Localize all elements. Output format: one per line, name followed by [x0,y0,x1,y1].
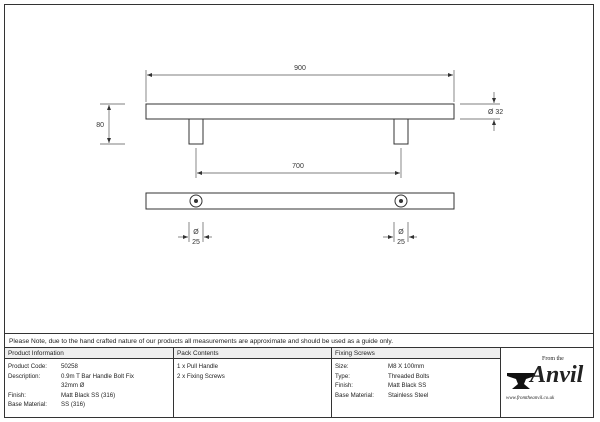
spec-label: Description: [8,372,41,380]
dim-centres: 700 [292,163,304,170]
dim-leg-left-symbol: Ø [193,229,199,236]
pack-contents-section [174,348,331,418]
spec-value: 32mm Ø [61,382,85,390]
logo-from-the: From the [542,356,564,362]
spec-value: SS (316) [61,401,86,409]
pack-item [177,362,331,372]
dim-height: 80 [96,122,104,129]
dim-bar-diameter: Ø 32 [488,109,504,116]
spec-label: Product Code: [8,363,47,370]
spec-value: Threaded Bolts [388,372,430,380]
spec-value: 0.9m T Bar Handle Bolt Fix [61,372,134,380]
anvil-logo [500,353,592,413]
spec-value: Matt Black SS [388,382,427,390]
spec-value: Stainless Steel [388,391,429,399]
fixing-screws-heading: Fixing Screws [332,348,500,359]
dim-overall-length: 900 [294,65,306,72]
pack-item-label: 1 x Pull Handle [177,363,218,370]
spec-row [8,391,173,401]
handle-bar-side-view [146,104,454,119]
disclaimer-note: Please Note, due to the hand crafted nature of our products all measurements are approximate and should be used as a guide only. [5,333,593,348]
spec-label: Size: [335,363,349,370]
spec-label: Base Material: [8,401,47,409]
logo-url: www.fromtheanvil.co.uk [506,396,555,401]
spec-value: Matt Black SS (316) [61,391,116,399]
fixing-hole-right [395,195,407,207]
pack-item-label: 2 x Fixing Screws [177,372,225,380]
pack-contents-heading: Pack Contents [174,348,331,359]
dim-leg-right-symbol: Ø [398,229,404,236]
pack-item [177,372,331,382]
logo-brand: Anvil [530,362,584,388]
spec-row [8,362,173,372]
fixing-hole-left [190,195,202,207]
spec-row [335,372,500,382]
spec-row [335,362,500,372]
spec-value: M8 X 100mm [388,363,425,370]
spec-label: Finish: [335,382,353,390]
spec-row [8,400,173,410]
spec-label: Finish: [8,391,26,399]
dim-leg-right-value: 25 [397,239,405,246]
spec-value: 50258 [61,363,78,370]
spec-row [335,381,500,391]
fixing-screws-section [332,348,500,418]
handle-leg-left [189,119,203,144]
handle-bar-top-view [146,193,454,209]
dim-leg-left-value: 25 [192,239,200,246]
spec-row [8,372,173,382]
spec-row [8,381,173,391]
spec-label: Type: [335,372,350,380]
product-information-section [5,348,173,418]
spec-row [335,391,500,401]
handle-leg-right [394,119,408,144]
spec-label: Base Material: [335,391,374,399]
product-information-heading: Product Information [5,348,173,359]
